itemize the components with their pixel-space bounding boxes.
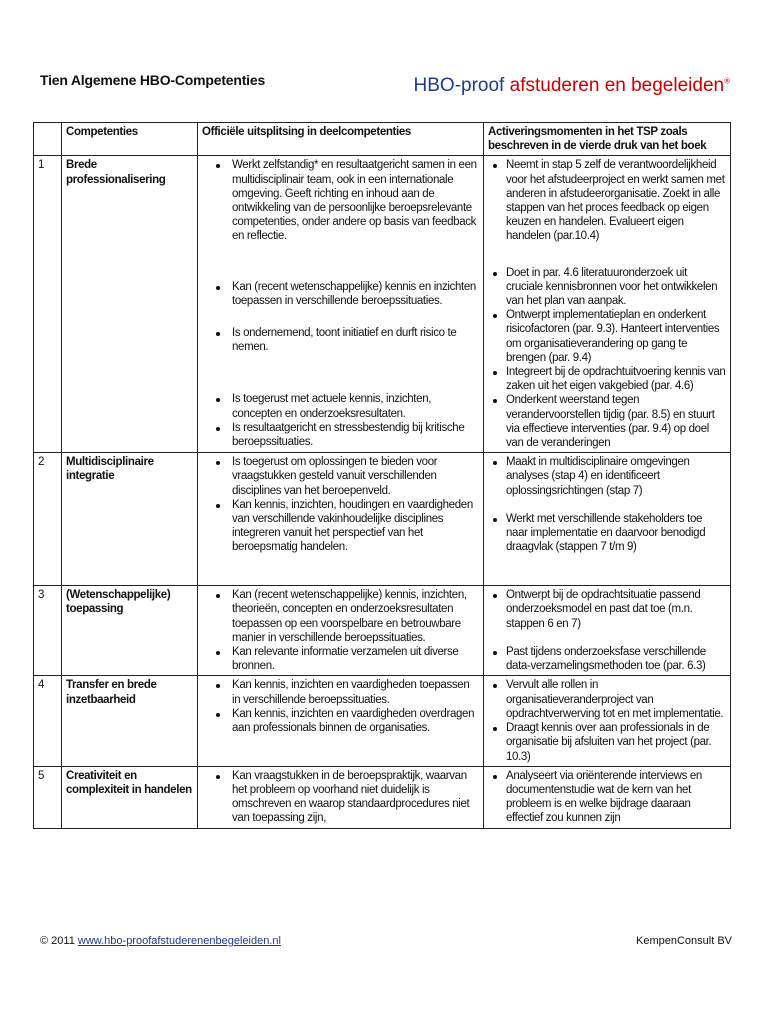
row-number: 3 <box>34 586 62 676</box>
list-item: Analyseert via oriënterende interviews en documentenstudie wat de kern van het probleem is en welke bijdrage daaraan effectief zou kunnen zijn <box>488 769 726 826</box>
copyright-text: © 2011 <box>40 935 75 947</box>
list-item: Doet in par. 4.6 literatuuronderzoek uit cruciale kennisbronnen voor het ontwikkelen van het plan van aanpak. <box>488 266 726 309</box>
activeringsmomenten-cell <box>484 676 731 766</box>
list-item: Kan kennis, inzichten en vaardigheden toepassen in verschillende beroepssituaties. <box>202 678 479 706</box>
header-num <box>34 123 62 156</box>
footer-website-link[interactable]: www.hbo-proofafstuderenenbegeleiden.nl <box>77 935 281 947</box>
list-item: Kan kennis, inzichten en vaardigheden overdragen aan professionals binnen de organisaties. <box>202 707 479 735</box>
brand-logo <box>414 75 730 97</box>
list-item: Kan (recent wetenschappelijke) kennis en inzichten toepassen in verschillende beroepssituaties. <box>202 280 479 308</box>
deelcompetenties-cell <box>198 766 484 828</box>
page-title: Tien Algemene HBO-Competenties <box>40 72 266 88</box>
list-item: Neemt in stap 5 zelf de verantwoordelijkheid voor het afstudeerproject en werkt samen met anderen in afstudeerorganisatie. Zoekt in alle stappen van het proces feedback op eigen keuzen en handelen. Evalueert eigen handelen (par.10.4) <box>488 158 726 243</box>
competency-name: Multidisciplinaire integratie <box>62 453 198 586</box>
list-item: Is resultaatgericht en stressbestendig bij kritische beroepssituaties. <box>202 421 479 449</box>
competency-name: (Wetenschappelijke) toepassing <box>62 586 198 676</box>
activeringsmomenten-cell <box>484 766 731 828</box>
list-item: Onderkent weerstand tegen verandervoorstellen tijdig (par. 8.5) en stuurt via effectieve interventies (par. 9.4) op doel van de veranderingen <box>488 393 726 450</box>
list-item: Werkt zelfstandig* en resultaatgericht samen in een multidisciplinair team, ook in een internationale omgeving. Geeft richting en inhoud aan de ontwikkeling van de persoonlijke beroepsrelevante competenties, onder andere op basis van feedback en reflectie. <box>202 158 479 243</box>
row-number: 2 <box>34 453 62 586</box>
activeringsmomenten-cell <box>484 586 731 676</box>
brand-mark: ® <box>724 76 730 86</box>
list-item: Is toegerust met actuele kennis, inzichten, concepten en onderzoeksresultaten. <box>202 392 479 420</box>
row-number: 4 <box>34 676 62 766</box>
competency-name: Transfer en brede inzetbaarheid <box>62 676 198 766</box>
list-item: Ontwerpt bij de opdrachtsituatie passend onderzoeksmodel en past dat toe (m.n. stappen 6 en 7) <box>488 588 726 631</box>
header-competenties: Competenties <box>62 123 198 156</box>
footer-copyright <box>40 935 281 947</box>
list-item: Past tijdens onderzoeksfase verschillende data-verzamelingsmethoden toe (par. 6.3) <box>488 645 726 673</box>
table-header-row <box>34 123 731 156</box>
competency-name: Creativiteit en complexiteit in handelen <box>62 766 198 828</box>
row-number: 5 <box>34 766 62 828</box>
list-item: Draagt kennis over aan professionals in de organisatie bij afsluiten van het project (par. 10.3) <box>488 721 726 764</box>
list-item: Werkt met verschillende stakeholders toe naar implementatie en daarvoor benodigd draagvlak (stappen 7 t/m 9) <box>488 512 726 555</box>
deelcompetenties-cell <box>198 586 484 676</box>
footer-company: KempenConsult BV <box>636 935 732 947</box>
header-deelcompetenties: Officiële uitsplitsing in deelcompetenties <box>198 123 484 156</box>
competencies-table <box>33 122 731 829</box>
activeringsmomenten-cell <box>484 453 731 586</box>
list-item: Kan (recent wetenschappelijke) kennis, inzichten, theorieën, concepten en onderzoeksresultaten toepassen op een voorspelbare en betrouwbare manier in verschillende beroepssituaties. <box>202 588 479 645</box>
list-item: Kan vraagstukken in de beroepspraktijk, waarvan het probleem op voorhand niet duidelijk is omschreven en waarop standaardprocedures niet van toepassing zijn, <box>202 769 479 826</box>
deelcompetenties-cell <box>198 453 484 586</box>
table-row <box>34 676 731 766</box>
table-row <box>34 766 731 828</box>
table-row <box>34 453 731 586</box>
deelcompetenties-cell <box>198 156 484 453</box>
brand-part-2: afstuderen en begeleiden <box>509 75 725 96</box>
list-item: Maakt in multidisciplinaire omgevingen analyses (stap 4) en identificeert oplossingsrichtingen (stap 7) <box>488 455 726 498</box>
table-row <box>34 586 731 676</box>
brand-part-1: HBO-proof <box>413 75 505 96</box>
activeringsmomenten-cell <box>484 156 731 453</box>
list-item: Kan relevante informatie verzamelen uit diverse bronnen. <box>202 645 479 673</box>
list-item: Ontwerpt implementatieplan en onderkent risicofactoren (par. 9.3). Hanteert interventies om organisatieverandering op gang te brengen (par. 9.4) <box>488 308 726 365</box>
row-number: 1 <box>34 156 62 453</box>
list-item: Is ondernemend, toont initiatief en durft risico te nemen. <box>202 326 479 354</box>
list-item: Is toegerust om oplossingen te bieden voor vraagstukken gesteld vanuit verschillenden disciplines van het beroepenveld. <box>202 455 479 498</box>
header-activeringsmomenten: Activeringsmomenten in het TSP zoals beschreven in de vierde druk van het boek <box>484 123 731 156</box>
deelcompetenties-cell <box>198 676 484 766</box>
competency-name: Brede professionalisering <box>62 156 198 453</box>
list-item: Kan kennis, inzichten, houdingen en vaardigheden van verschillende vakinhoudelijke disciplines integreren vanuit het perspectief van het beroepsmatig handelen. <box>202 498 479 555</box>
list-item: Integreert bij de opdrachtuitvoering kennis van zaken uit het eigen vakgebied (par. 4.6) <box>488 365 726 393</box>
list-item: Vervult alle rollen in organisatieveranderproject van opdrachtverwerving tot en met implementatie. <box>488 678 726 721</box>
table-row <box>34 156 731 453</box>
